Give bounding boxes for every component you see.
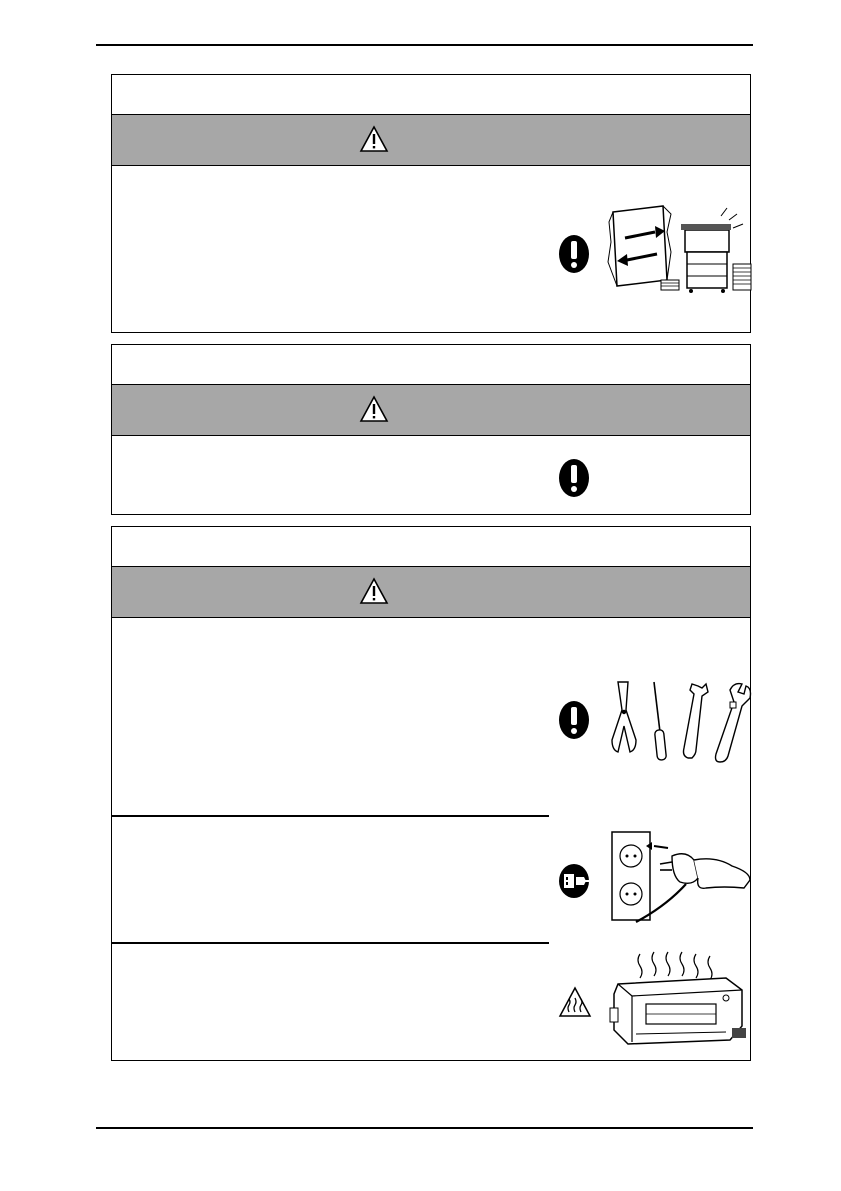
tools-illustration [606, 680, 752, 764]
panel-header [112, 75, 750, 115]
warning-triangle-icon [359, 395, 389, 423]
machine-transport-illustration [605, 202, 755, 302]
warning-bar [112, 115, 750, 166]
exclamation-icon [558, 458, 590, 498]
exclamation-icon [558, 234, 590, 274]
footer-rule [96, 1127, 753, 1129]
panel-body [112, 618, 750, 1060]
row-separator [112, 815, 549, 817]
warning-panel-1 [111, 74, 751, 333]
warning-panel-3 [111, 526, 751, 1061]
warning-bar [112, 567, 750, 618]
exclamation-icon [558, 700, 590, 740]
header-rule [96, 44, 753, 46]
panel-body [112, 436, 750, 514]
warning-bar [112, 385, 750, 436]
warning-panel-2 [111, 344, 751, 515]
panel-header [112, 345, 750, 385]
warning-triangle-icon [359, 125, 389, 153]
panel-header [112, 527, 750, 567]
panel-body [112, 166, 750, 332]
unplug-icon [558, 863, 590, 899]
fuser-unit-illustration [606, 948, 752, 1054]
warning-triangle-icon [359, 577, 389, 605]
row-separator [112, 942, 549, 944]
hot-surface-icon [558, 986, 592, 1018]
power-plug-illustration [606, 826, 752, 926]
